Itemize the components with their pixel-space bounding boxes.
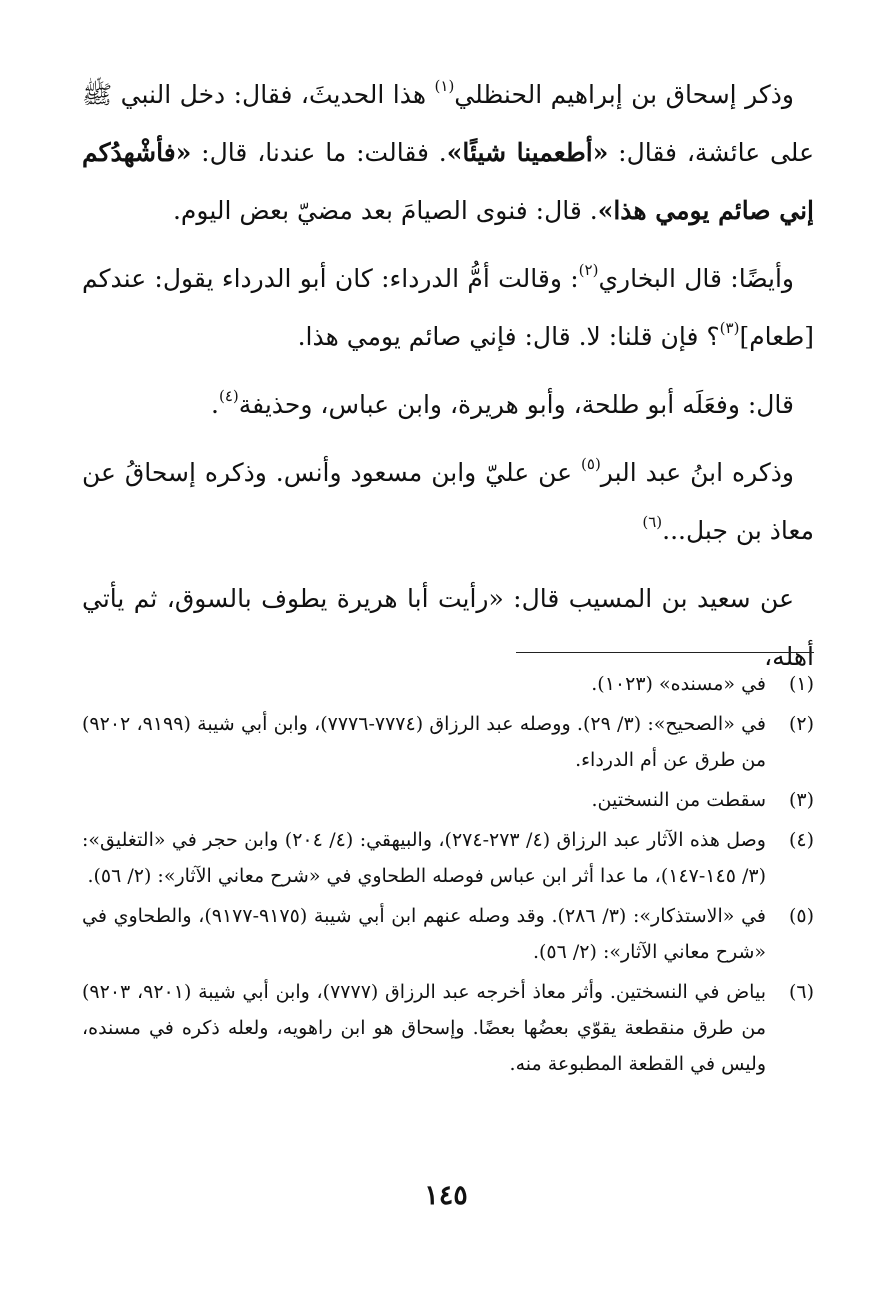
footnote-ref-1: (١) <box>434 77 455 95</box>
text-span: قال: وفعَلَه أبو طلحة، وأبو هريرة، وابن عباس، وحذيفة <box>238 390 794 419</box>
text-span: وذكره ابنُ عبد البر <box>600 458 795 487</box>
text-span: . قال: فنوى الصيامَ بعد مضيّ بعض اليوم. <box>172 196 598 225</box>
footnote-number: (٦) <box>788 981 814 1003</box>
footnote-ref-5: (٥) <box>581 455 601 473</box>
footnote-text: في «الاستذكار»: (٣/ ٢٨٦). وقد وصله عنهم ابن أبي شيبة (٩١٧٥-٩١٧٧)، والطحاوي في «شرح معاني الآثار»: (٢/ ٥٦). <box>82 905 766 963</box>
footnote-text: بياض في النسختين. وأثر معاذ أخرجه عبد الرزاق (٧٧٧٧)، وابن أبي شيبة (٩٢٠١، ٩٢٠٣) من طرق منقطعة يقوّي بعضُها بعضًا. وإسحاق هو ابن راهويه، ولعله ذكره في مسنده، وليس في القطعة المطبوعة منه. <box>82 981 766 1075</box>
footnote-text: في «الصحيح»: (٣/ ٢٩). ووصله عبد الرزاق (٧٧٧٤-٧٧٧٦)، وابن أبي شيبة (٩١٩٩، ٩٢٠٢) من طرق عن أم الدرداء. <box>82 713 766 771</box>
footnote-text: سقطت من النسختين. <box>591 789 766 811</box>
footnote-text: في «مسنده» (١٠٢٣). <box>591 673 766 695</box>
footnote-number: (١) <box>788 673 814 695</box>
text-span: ؟ فإن قلنا: لا. قال: فإني صائم يومي هذا. <box>297 322 720 351</box>
text-span: هذا الحديثَ، فقال: دخل النبي ﷺ على عائشة، فقال: <box>82 80 814 167</box>
footnote-item <box>82 706 814 778</box>
paragraph-4 <box>82 444 814 560</box>
paragraph-3 <box>82 376 814 434</box>
footnote-ref-2: (٢) <box>578 261 599 279</box>
footnote-item <box>82 822 814 894</box>
text-span: وذكر إسحاق بن إبراهيم الحنظلي <box>454 80 795 109</box>
footnote-ref-3: (٣) <box>719 319 740 337</box>
text-span: . <box>211 390 219 419</box>
footnote-number: (٣) <box>788 789 814 811</box>
main-text <box>82 66 814 696</box>
footnote-ref-4: (٤) <box>219 387 239 405</box>
text-span: عن عليّ وابن مسعود وأنس. وذكره إسحاقُ عن معاذ بن جبل... <box>82 458 814 545</box>
hadith-quote: «فأشْهدُكم إني صائم يومي هذا» <box>82 138 814 225</box>
hadith-quote: «أطعمينا شيئًا» <box>446 138 609 167</box>
text-span: وأيضًا: قال البخاري <box>598 264 795 293</box>
footnote-item <box>82 898 814 970</box>
footnote-item <box>82 974 814 1082</box>
text-span: : وقالت أمُّ الدرداء: كان أبو الدرداء يقول: عندكم [طعام] <box>82 264 814 351</box>
footnote-divider <box>516 652 814 653</box>
footnote-number: (٢) <box>788 713 814 735</box>
footnote-ref-6: (٦) <box>642 513 663 531</box>
text-span: عن سعيد بن المسيب قال: «رأيت أبا هريرة يطوف بالسوق، ثم يأتي أهله، <box>82 584 814 671</box>
page-number: ١٤٥ <box>424 1180 468 1211</box>
footnote-item <box>82 782 814 818</box>
footnote-number: (٤) <box>788 829 814 851</box>
paragraph-1 <box>82 66 814 240</box>
paragraph-2 <box>82 250 814 366</box>
footnotes <box>82 666 814 1086</box>
footnote-number: (٥) <box>788 905 814 927</box>
text-span: . فقالت: ما عندنا، قال: <box>191 138 447 167</box>
footnote-item <box>82 666 814 702</box>
footnote-text: وصل هذه الآثار عبد الرزاق (٤/ ٢٧٣-٢٧٤)، والبيهقي: (٤/ ٢٠٤) وابن حجر في «التغليق»: (٣/ ١٤٥-١٤٧)، ما عدا أثر ابن عباس فوصله الطحاوي في «شرح معاني الآثار»: (٢/ ٥٦). <box>82 829 766 887</box>
